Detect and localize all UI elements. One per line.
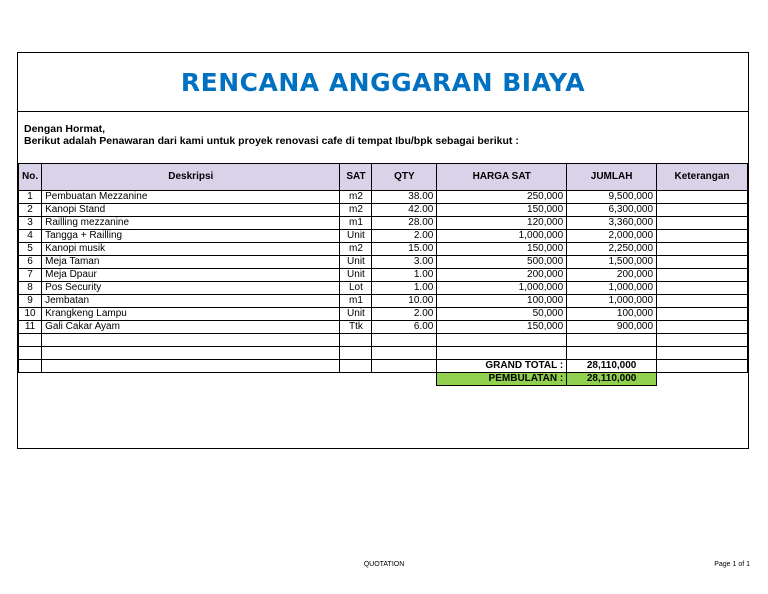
cell-no: 7	[19, 269, 42, 282]
table-row-empty	[19, 347, 748, 360]
cell-harga: 150,000	[437, 321, 567, 334]
cell-keterangan	[657, 243, 748, 256]
cell-empty	[372, 334, 437, 347]
cell-blank	[42, 373, 340, 386]
cell-no: 8	[19, 282, 42, 295]
cell-empty	[372, 360, 437, 373]
cell-desc: Kanopi musik	[42, 243, 340, 256]
cell-jumlah: 1,500,000	[567, 256, 657, 269]
cell-sat: Lot	[340, 282, 372, 295]
table-row	[19, 256, 748, 269]
cell-empty	[657, 334, 748, 347]
cell-no: 2	[19, 204, 42, 217]
cell-jumlah: 9,500,000	[567, 191, 657, 204]
cell-empty	[19, 334, 42, 347]
cell-empty	[567, 347, 657, 360]
table-row	[19, 269, 748, 282]
cell-empty	[437, 347, 567, 360]
cell-jumlah: 900,000	[567, 321, 657, 334]
cell-keterangan	[657, 282, 748, 295]
cell-keterangan	[657, 295, 748, 308]
cell-qty: 3.00	[372, 256, 437, 269]
cell-no: 3	[19, 217, 42, 230]
cell-keterangan	[657, 204, 748, 217]
cell-no: 10	[19, 308, 42, 321]
cell-jumlah: 2,250,000	[567, 243, 657, 256]
greeting-text: Dengan Hormat,	[24, 123, 106, 135]
cell-desc: Railling mezzanine	[42, 217, 340, 230]
cell-desc: Tangga + Railling	[42, 230, 340, 243]
grand-total-value: 28,110,000	[567, 360, 657, 373]
cell-no: 5	[19, 243, 42, 256]
cell-qty: 2.00	[372, 308, 437, 321]
cell-empty	[340, 334, 372, 347]
cell-jumlah: 100,000	[567, 308, 657, 321]
header-no: No.	[19, 164, 42, 191]
cell-keterangan	[657, 269, 748, 282]
header-deskripsi: Deskripsi	[42, 164, 340, 191]
cell-empty	[19, 347, 42, 360]
header-keterangan: Keterangan	[657, 164, 748, 191]
cell-sat: m2	[340, 191, 372, 204]
cell-qty: 10.00	[372, 295, 437, 308]
cell-harga: 1,000,000	[437, 230, 567, 243]
table-row	[19, 217, 748, 230]
cell-empty	[657, 360, 748, 373]
cell-desc: Pembuatan Mezzanine	[42, 191, 340, 204]
cell-jumlah: 6,300,000	[567, 204, 657, 217]
cell-harga: 200,000	[437, 269, 567, 282]
table-row	[19, 308, 748, 321]
cell-sat: Unit	[340, 230, 372, 243]
cell-jumlah: 200,000	[567, 269, 657, 282]
header-sat: SAT	[340, 164, 372, 191]
cell-desc: Meja Dpaur	[42, 269, 340, 282]
cell-blank	[657, 373, 748, 386]
cell-harga: 150,000	[437, 204, 567, 217]
cell-harga: 250,000	[437, 191, 567, 204]
table-header-row	[19, 164, 748, 191]
cell-jumlah: 1,000,000	[567, 295, 657, 308]
cell-blank	[340, 373, 372, 386]
cell-qty: 1.00	[372, 269, 437, 282]
cell-jumlah: 1,000,000	[567, 282, 657, 295]
cell-harga: 500,000	[437, 256, 567, 269]
cell-empty	[42, 334, 340, 347]
cell-qty: 2.00	[372, 230, 437, 243]
table-row	[19, 191, 748, 204]
budget-table	[18, 163, 748, 386]
table-row	[19, 282, 748, 295]
table-row	[19, 230, 748, 243]
cell-blank	[372, 373, 437, 386]
cell-blank	[19, 373, 42, 386]
cell-sat: Unit	[340, 269, 372, 282]
footer-quotation: QUOTATION	[363, 561, 405, 568]
header-qty: QTY	[372, 164, 437, 191]
cell-empty	[42, 360, 340, 373]
table-row-empty	[19, 334, 748, 347]
cell-empty	[19, 360, 42, 373]
cell-harga: 100,000	[437, 295, 567, 308]
intro-text: Berikut adalah Penawaran dari kami untuk proyek renovasi cafe di tempat Ibu/bpk sebagai berikut :	[24, 135, 519, 147]
title-box	[18, 53, 748, 112]
cell-no: 11	[19, 321, 42, 334]
header-harga: HARGA SAT	[437, 164, 567, 191]
cell-empty	[437, 334, 567, 347]
cell-no: 6	[19, 256, 42, 269]
cell-empty	[372, 347, 437, 360]
cell-no: 9	[19, 295, 42, 308]
cell-keterangan	[657, 321, 748, 334]
grand-total-row	[19, 360, 748, 373]
cell-sat: Unit	[340, 308, 372, 321]
cell-keterangan	[657, 256, 748, 269]
cell-jumlah: 2,000,000	[567, 230, 657, 243]
cell-harga: 50,000	[437, 308, 567, 321]
cell-sat: m1	[340, 217, 372, 230]
cell-empty	[340, 347, 372, 360]
cell-keterangan	[657, 217, 748, 230]
cell-keterangan	[657, 308, 748, 321]
cell-no: 4	[19, 230, 42, 243]
table-row	[19, 204, 748, 217]
header-jumlah: JUMLAH	[567, 164, 657, 191]
cell-qty: 1.00	[372, 282, 437, 295]
cell-desc: Pos Security	[42, 282, 340, 295]
cell-sat: m2	[340, 204, 372, 217]
document-frame	[17, 52, 749, 449]
cell-sat: m2	[340, 243, 372, 256]
cell-harga: 120,000	[437, 217, 567, 230]
cell-keterangan	[657, 191, 748, 204]
cell-harga: 1,000,000	[437, 282, 567, 295]
page-title: RENCANA ANGGARAN BIAYA	[180, 67, 586, 97]
cell-harga: 150,000	[437, 243, 567, 256]
cell-empty	[340, 360, 372, 373]
cell-desc: Kanopi Stand	[42, 204, 340, 217]
table-row	[19, 295, 748, 308]
cell-desc: Krangkeng Lampu	[42, 308, 340, 321]
footer-page-number: Page 1 of 1	[714, 561, 750, 568]
pembulatan-row	[19, 373, 748, 386]
cell-empty	[42, 347, 340, 360]
cell-empty	[657, 347, 748, 360]
cell-no: 1	[19, 191, 42, 204]
table-row	[19, 321, 748, 334]
cell-jumlah: 3,360,000	[567, 217, 657, 230]
cell-desc: Meja Taman	[42, 256, 340, 269]
cell-empty	[567, 334, 657, 347]
table-row	[19, 243, 748, 256]
greeting-block	[24, 123, 519, 147]
cell-qty: 6.00	[372, 321, 437, 334]
cell-keterangan	[657, 230, 748, 243]
cell-desc: Jembatan	[42, 295, 340, 308]
cell-sat: Unit	[340, 256, 372, 269]
grand-total-label: GRAND TOTAL :	[437, 360, 567, 373]
cell-qty: 42.00	[372, 204, 437, 217]
cell-sat: Ttk	[340, 321, 372, 334]
cell-qty: 28.00	[372, 217, 437, 230]
pembulatan-value: 28,110,000	[567, 373, 657, 386]
cell-desc: Gali Cakar Ayam	[42, 321, 340, 334]
cell-qty: 15.00	[372, 243, 437, 256]
cell-qty: 38.00	[372, 191, 437, 204]
cell-sat: m1	[340, 295, 372, 308]
pembulatan-label: PEMBULATAN :	[437, 373, 567, 386]
